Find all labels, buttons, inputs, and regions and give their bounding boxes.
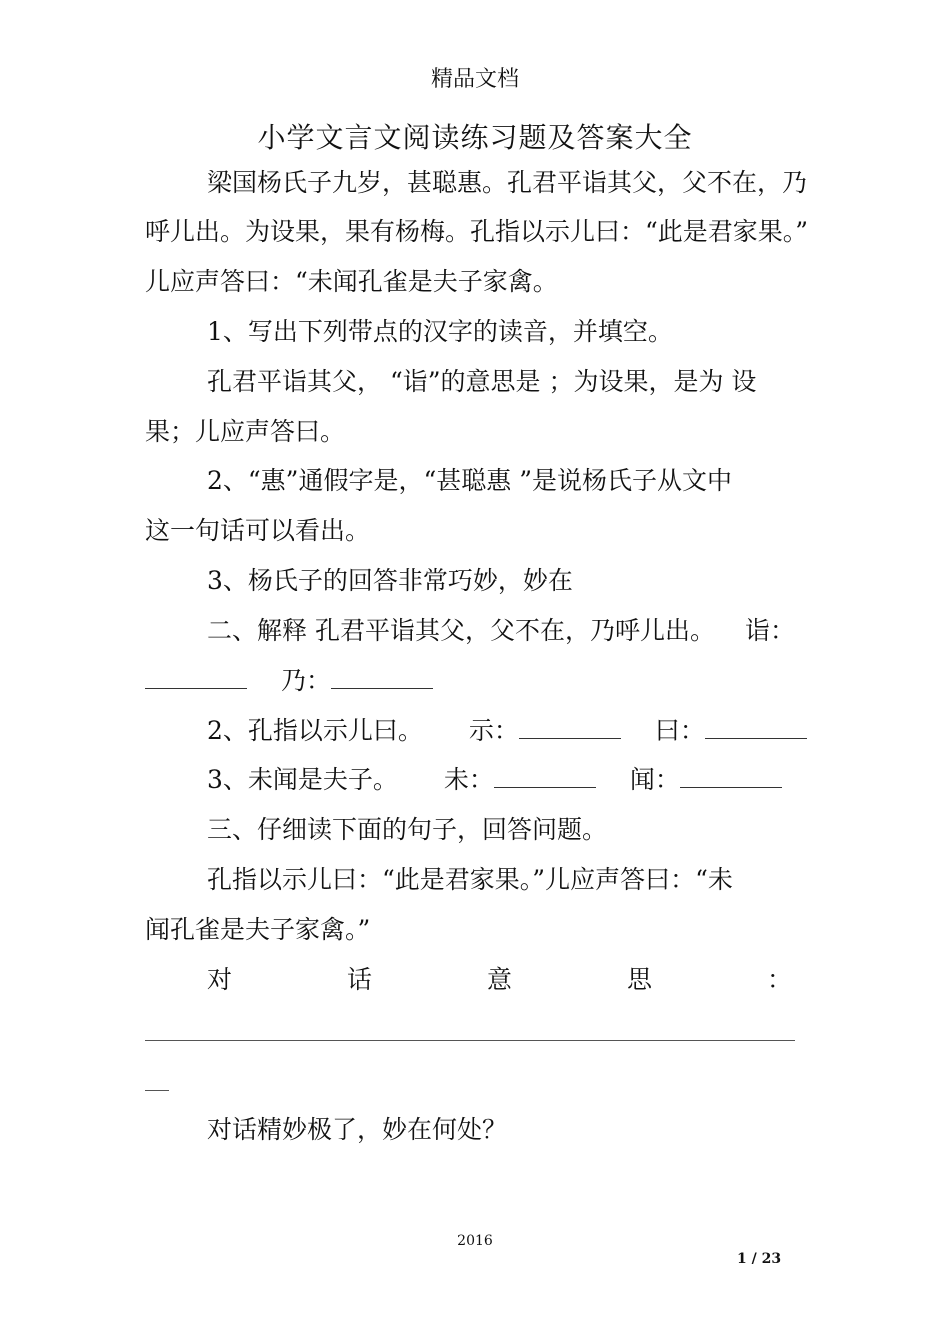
- answer-blank-yue[interactable]: [705, 716, 807, 739]
- term-wei-label: 未：: [443, 765, 494, 794]
- answer-blank-wen[interactable]: [680, 765, 782, 788]
- answer-blank-wei[interactable]: [494, 765, 596, 788]
- meaning-char-5: ：: [766, 965, 792, 994]
- item-3-text: 3、未闻是夫子。: [207, 765, 398, 794]
- answer-line[interactable]: [145, 1040, 795, 1041]
- item-2-text: 2、孔指以示儿曰。: [207, 716, 423, 745]
- page-header: 精品文档: [430, 67, 519, 92]
- section-2-line-2: [145, 666, 805, 696]
- section-2-line-1: [207, 616, 805, 646]
- answer-blank-zhi[interactable]: [145, 666, 247, 689]
- meaning-char-2: 话: [346, 965, 372, 994]
- term-wen-label: 闻：: [629, 765, 680, 794]
- term-nai-label: 乃：: [280, 666, 331, 695]
- meaning-char-1: 对: [207, 965, 233, 994]
- section-2-item-3: [207, 765, 805, 795]
- answer-blank-shi[interactable]: [519, 716, 621, 739]
- section-2-heading: 二、解释 孔君平诣其父，父不在，乃呼儿出。: [207, 616, 715, 645]
- final-question: 对话精妙极了，妙在何处？: [207, 1115, 508, 1144]
- passage-line-3: 儿应声答曰：“未闻孔雀是夫子家禽。: [145, 267, 558, 296]
- term-yue-label: 曰：: [654, 716, 705, 745]
- question-3: 3、杨氏子的回答非常巧妙，妙在: [207, 566, 573, 595]
- question-1-title: 1、写出下列带点的汉字的读音，并填空。: [207, 317, 673, 346]
- question-1-line-2: 果；儿应声答曰。: [145, 417, 346, 446]
- answer-blank-nai[interactable]: [331, 666, 433, 689]
- meaning-char-3: 意: [486, 965, 512, 994]
- section-2-item-2: [207, 716, 805, 746]
- term-zhi-label: 诣：: [744, 616, 795, 645]
- document-title: 小学文言文阅读练习题及答案大全: [257, 121, 693, 154]
- dialogue-meaning-label: [207, 965, 792, 995]
- page-number: 1 / 23: [737, 1251, 782, 1267]
- question-2-line-1: 2、“惠”通假字是，“甚聪惠 ”是说杨氏子从文中: [207, 466, 732, 495]
- section-3-quote-line-1: 孔指以示儿曰：“此是君家果。”儿应声答曰：“未: [207, 865, 733, 894]
- footer-year: 2016: [457, 1233, 493, 1249]
- section-3-title: 三、仔细读下面的句子，回答问题。: [207, 815, 608, 844]
- answer-line-continuation[interactable]: [145, 1090, 169, 1091]
- passage-line-2: 呼儿出。为设果，果有杨梅。孔指以示儿曰：“此是君家果。”: [145, 217, 809, 246]
- term-shi-label: 示：: [468, 716, 519, 745]
- passage-line-1: 梁国杨氏子九岁，甚聪惠。孔君平诣其父，父不在，乃: [207, 168, 808, 197]
- question-1-line-1: 孔君平诣其父， “诣”的意思是 ；为设果，是为 设: [207, 367, 757, 396]
- meaning-char-4: 思: [626, 965, 652, 994]
- question-2-line-2: 这一句话可以看出。: [145, 516, 371, 545]
- section-3-quote-line-2: 闻孔雀是夫子家禽。”: [145, 915, 371, 944]
